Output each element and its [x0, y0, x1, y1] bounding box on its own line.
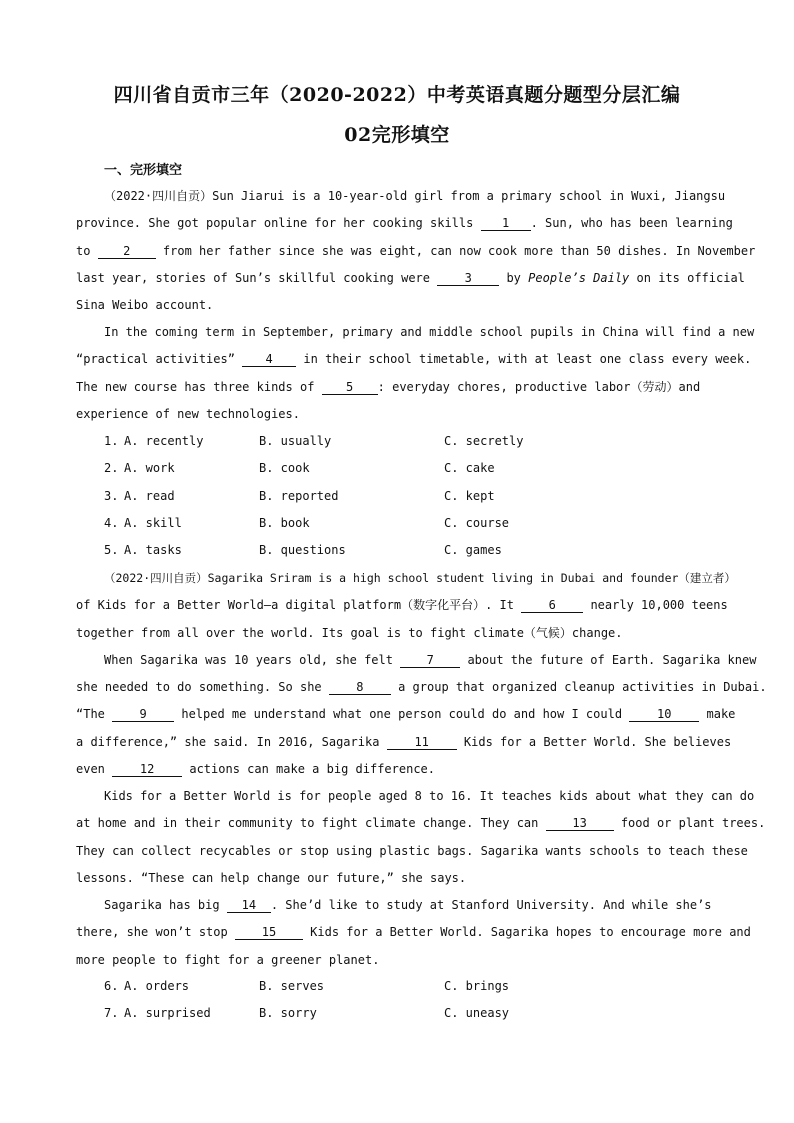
- option-b[interactable]: B. questions: [259, 543, 346, 557]
- document-subtitle: 02完形填空: [344, 124, 450, 146]
- blank-5: 5: [322, 380, 378, 395]
- option-c[interactable]: C. brings: [444, 979, 510, 993]
- blank-9: 9: [112, 707, 174, 722]
- blank-8: 8: [329, 680, 391, 695]
- option-a[interactable]: A. work: [124, 461, 175, 475]
- option-a[interactable]: A. orders: [124, 979, 190, 993]
- passage2-line: Sagarika has big 14 . She’d like to study at Stanford University. And while she’s: [104, 898, 712, 912]
- passage2-line: They can collect recycables or stop using plastic bags. Sagarika wants schools to teach these: [76, 844, 748, 858]
- passage1-line: province. She got popular online for her cooking skills 1 . Sun, who has been learning: [76, 216, 733, 230]
- passage2-line: she needed to do something. So she 8 a group that organized cleanup activities in Dubai.: [76, 680, 767, 694]
- passage2-line: （2022·四川自贡）Sagarika Sriram is a high school student living in Dubai and founder（建立者）: [104, 571, 736, 585]
- passage1-line: （2022·四川自贡）Sun Jiarui is a 10-year-old girl from a primary school in Wuxi, Jiangsu: [104, 189, 726, 203]
- passage2-line: more people to fight for a greener planet.: [76, 953, 380, 967]
- blank-14: 14: [227, 898, 271, 913]
- passage2-line: a difference,” she said. In 2016, Sagarika 11 Kids for a Better World. She believes: [76, 735, 732, 749]
- passage2-line: When Sagarika was 10 years old, she felt 7 about the future of Earth. Sagarika knew: [104, 653, 757, 667]
- passage2-line: together from all over the world. Its goal is to fight climate（气候）change.: [76, 626, 623, 640]
- option-a[interactable]: A. skill: [124, 516, 182, 530]
- section-heading: 一、完形填空: [104, 163, 183, 178]
- blank-4: 4: [242, 352, 296, 367]
- blank-6: 6: [521, 598, 583, 613]
- option-b[interactable]: B. sorry: [259, 1006, 317, 1020]
- blank-2: 2: [98, 244, 156, 259]
- blank-7: 7: [400, 653, 460, 668]
- option-b[interactable]: B. cook: [259, 461, 310, 475]
- blank-13: 13: [546, 816, 614, 831]
- blank-15: 15: [235, 925, 303, 940]
- option-c[interactable]: C. cake: [444, 461, 495, 475]
- option-b[interactable]: B. serves: [259, 979, 325, 993]
- option-a[interactable]: A. recently: [124, 434, 204, 448]
- passage1-line: Sina Weibo account.: [76, 298, 214, 312]
- passage1-line: The new course has three kinds of 5 : everyday chores, productive labor（劳动）and: [76, 380, 701, 394]
- option-c[interactable]: C. games: [444, 543, 502, 557]
- blank-3: 3: [437, 271, 499, 286]
- option-b[interactable]: B. reported: [259, 489, 339, 503]
- option-a[interactable]: A. surprised: [124, 1006, 211, 1020]
- option-a[interactable]: A. tasks: [124, 543, 182, 557]
- passage1-line: “practical activities” 4 in their school timetable, with at least one class every week.: [76, 352, 752, 366]
- passage1-line: experience of new technologies.: [76, 407, 300, 421]
- option-a[interactable]: A. read: [124, 489, 175, 503]
- passage1-line: In the coming term in September, primary and middle school pupils in China will find a new: [104, 325, 755, 339]
- passage2-line: there, she won’t stop 15 Kids for a Better World. Sagarika hopes to encourage more and: [76, 925, 751, 939]
- passage1-line: last year, stories of Sun’s skillful cooking were 3 by People’s Daily on its official: [76, 271, 745, 285]
- passage2-line: even 12 actions can make a big difference.: [76, 762, 435, 776]
- option-b[interactable]: B. usually: [259, 434, 332, 448]
- passage2-line: lessons. “These can help change our future,” she says.: [76, 871, 467, 885]
- passage2-line: “The 9 helped me understand what one person could do and how I could 10 make: [76, 707, 736, 721]
- option-c[interactable]: C. kept: [444, 489, 495, 503]
- option-b[interactable]: B. book: [259, 516, 310, 530]
- blank-1: 1: [481, 216, 531, 231]
- passage2-line: Kids for a Better World is for people aged 8 to 16. It teaches kids about what they can do: [104, 789, 755, 803]
- option-c[interactable]: C. course: [444, 516, 510, 530]
- blank-11: 11: [387, 735, 457, 750]
- passage2-line: at home and in their community to fight climate change. They can 13 food or plant trees.: [76, 816, 766, 830]
- blank-12: 12: [112, 762, 182, 777]
- option-c[interactable]: C. uneasy: [444, 1006, 510, 1020]
- passage1-line: to 2 from her father since she was eight, can now cook more than 50 dishes. In November: [76, 244, 756, 258]
- document-title: 四川省自贡市三年（2020-2022）中考英语真题分题型分层汇编: [113, 84, 681, 106]
- document-page: 四川省自贡市三年（2020-2022）中考英语真题分题型分层汇编 02完形填空 一、完形填空 （2022·四川自贡）Sun Jiarui is a 10-year-old girl from a primary school in Wuxi, Jiangsu province. She got popular online for her cooking skills 1 . Sun, who has been learning to 2 from her father since she was eight, can now cook more than 50 dishes. In November last year, stories of Sun’s skillful cooking were 3 by People’s Daily on its official Sina Weibo account. In the coming term in September, primary and middle school pupils in China will find a new “practical activities” 4 in their school timetable, with at least one class every week. The new course has three kinds of 5 : everyday chores, productive labor（劳动）and experience of new technologies. 1. A. recently B. usually C. secretly 2. A. work B. cook C. cake 3. A. read B. reported C. kept 4. A. skill B. book C. course 5. A. tasks B. questions C. games （2022·四川自贡）Sagarika Sriram is a high school student living in Dubai and founder（建立者） of Kids for a Better World—a digital platform（数字化平台）. It 6 nearly 10,000 teens together from all over the world. Its goal is to fight climate（气候）change. When Sagarika was 10 years old, she felt 7 about the future of Earth. Sagarika knew she needed to do something. So she 8 a group that organized cleanup activities in Dubai. “The 9 helped me understand what one person could do and how I could 10 make a difference,” she said. In 2016, Sagarika 11 Kids for a Better World. She believes even 12 actions can make a big difference. Kids for a Better World is for people aged 8 to 16. It teaches kids about what they can do at home and in their community to fight climate change. They can 13 food or plant trees. They can collect recycables or stop using plastic bags. Sagarika wants schools to teach these lessons. “These can help change our future,” she says. Sagarika has big 14 . She’d like to study at Stanford University. And while she’s there, she won’t stop 15 Kids for a Better World. Sagarika hopes to encourage more and more people to fight for a greener planet. 6. A. orders B. serves C. brings 7. A. surprised B. sorry C. uneasy: [0, 0, 794, 1123]
- passage2-line: of Kids for a Better World—a digital platform（数字化平台）. It 6 nearly 10,000 teens: [76, 598, 728, 612]
- blank-10: 10: [629, 707, 699, 722]
- option-c[interactable]: C. secretly: [444, 434, 524, 448]
